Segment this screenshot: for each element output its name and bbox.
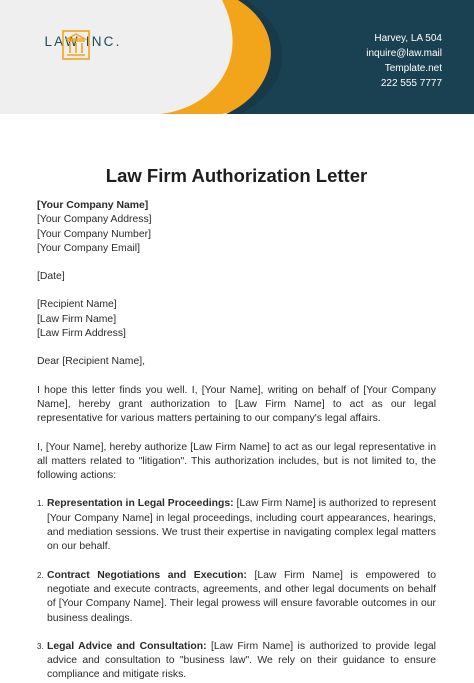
contact-website[interactable]: Template.net [384,63,442,74]
letter-title: Law Firm Authorization Letter [105,165,368,186]
list-item [37,640,436,683]
contact-phone: 222 555 7777 [380,78,442,89]
contact-address: Harvey, LA 504 [374,33,442,44]
letter-body [37,165,436,683]
list-item-heading: Representation in Legal Proceedings: [47,498,234,510]
list-item-number: 3. [37,641,44,651]
brand-name: LAW INC. [44,34,122,49]
list-item-text: [Law Firm Name] is authorized to represent [Your Company Name] in legal proceedings, including court appearances, hearings, and mediation sessions. We trust their expertise in navigating complex legal matters on our behalf. [47,498,436,553]
sender-company-name: [Your Company Name] [37,200,149,211]
sender-company-email: [Your Company Email] [37,242,140,254]
list-item-heading: Contract Negotiations and Execution: [47,569,247,581]
letterhead [0,0,474,120]
list-item-text: [Law Firm Name] is empowered to negotiate and execute contracts, agreements, and other legal documents on behalf of [Your Company Name]. Their legal prowess will ensure favorable outcomes in our business dealings. [47,569,436,624]
letter-date: [Date] [37,271,65,283]
recipient-name: [Recipient Name] [37,299,117,311]
list-item-number: 2. [37,570,44,580]
recipient-block [37,298,436,341]
salutation: Dear [Recipient Name], [37,356,145,368]
list-item [37,569,436,626]
authorization-paragraph: I, [Your Name], hereby authorize [Law Firm Name] to act as our legal representative in all matters related to "litigation". This authorization includes, but is not limited to, the following actions: [37,441,436,482]
pillar-building-icon [62,30,90,60]
list-item [37,497,436,554]
list-item-number: 1. [37,499,44,509]
recipient-firm-name: [Law Firm Name] [37,313,117,325]
list-item-text: [Law Firm Name] is authorized to provide legal advice and consultation to "business law". We rely on their guidance to ensure compliance and mitigate risks. [47,640,436,681]
brand-logo [38,30,128,49]
actions-list [37,497,436,682]
list-item-heading: Legal Advice and Consultation: [47,640,207,652]
sender-block [37,199,436,256]
sender-company-number: [Your Company Number] [37,228,151,240]
contact-block [366,31,442,91]
sender-company-address: [Your Company Address] [37,214,152,226]
intro-paragraph: I hope this letter finds you well. I, [Your Name], writing on behalf of [Your Company Name], hereby grant authorization to [Law Firm Name] to act as our legal representative for various matters pertaining to our company's legal affairs. [37,384,436,425]
recipient-firm-address: [Law Firm Address] [37,328,126,340]
contact-email[interactable]: inquire@law.mail [366,48,442,59]
